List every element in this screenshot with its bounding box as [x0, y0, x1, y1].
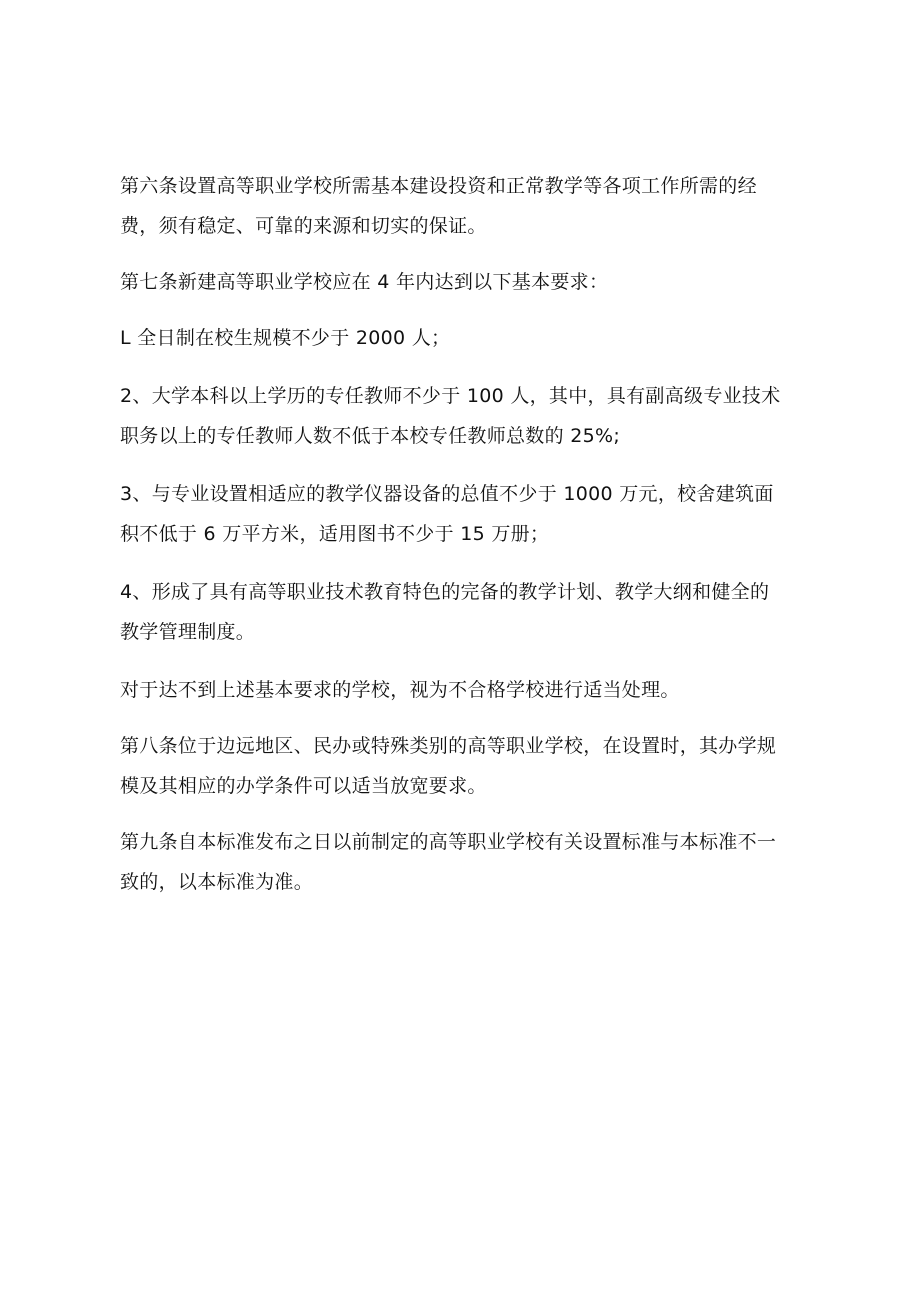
- text-line: 第六条设置高等职业学校所需基本建设投资和正常教学等各项工作所需的经: [120, 175, 757, 197]
- requirement-4-paragraph: [120, 572, 810, 652]
- article-9-paragraph: [120, 822, 810, 902]
- text-line: 3、与专业设置相适应的教学仪器设备的总值不少于 1000 万元，校舍建筑面: [120, 483, 774, 505]
- text-line: 2、大学本科以上学历的专任教师不少于 100 人，其中，具有副高级专业技术: [120, 385, 781, 407]
- text-line: 第七条新建高等职业学校应在 4 年内达到以下基本要求：: [120, 271, 609, 293]
- article-6-paragraph: [120, 166, 810, 246]
- text-line: 积不低于 6 万平方米，适用图书不少于 15 万册；: [120, 523, 550, 545]
- text-line: 第八条位于边远地区、民办或特殊类别的高等职业学校，在设置时，其办学规: [120, 735, 777, 757]
- article-7-paragraph: [120, 262, 810, 302]
- noncompliance-paragraph: [120, 670, 810, 710]
- requirement-2-paragraph: [120, 376, 810, 456]
- text-line: 4、形成了具有高等职业技术教育特色的完备的教学计划、教学大纲和健全的: [120, 581, 770, 603]
- text-line: 费，须有稳定、可靠的来源和切实的保证。: [120, 215, 487, 237]
- article-8-paragraph: [120, 726, 810, 806]
- text-line: 对于达不到上述基本要求的学校，视为不合格学校进行适当处理。: [120, 679, 680, 701]
- text-line: 致的，以本标准为准。: [120, 871, 314, 893]
- text-line: 教学管理制度。: [120, 621, 256, 643]
- requirement-3-paragraph: [120, 474, 810, 554]
- document-body: [120, 166, 810, 918]
- requirement-1-paragraph: [120, 318, 810, 358]
- text-line: 职务以上的专任教师人数不低于本校专任教师总数的 25%;: [120, 425, 621, 447]
- text-line: L 全日制在校生规模不少于 2000 人；: [120, 327, 451, 349]
- text-line: 第九条自本标准发布之日以前制定的高等职业学校有关设置标准与本标准不一: [120, 831, 777, 853]
- text-line: 模及其相应的办学条件可以适当放宽要求。: [120, 775, 487, 797]
